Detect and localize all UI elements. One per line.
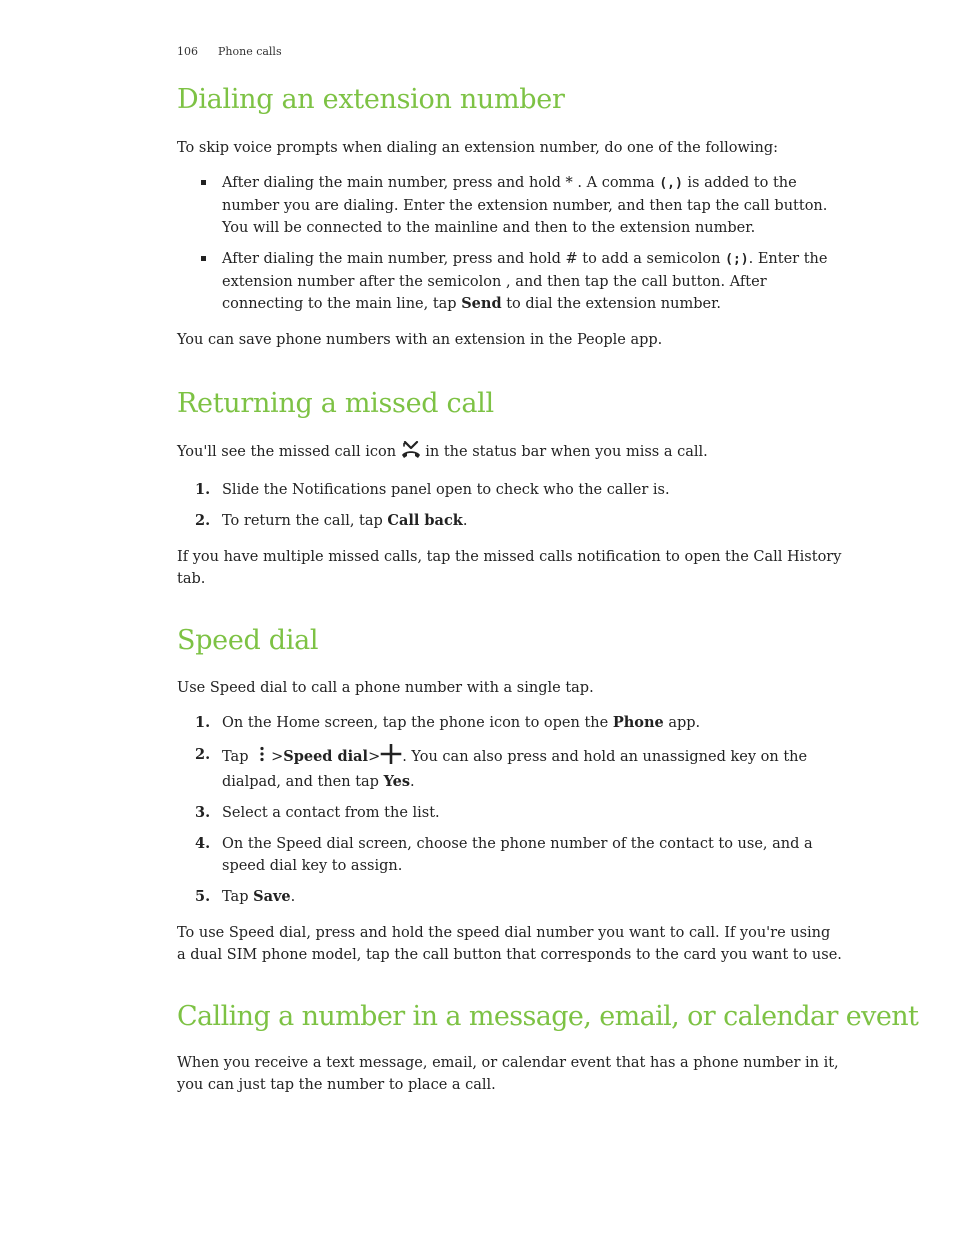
extension-options-list [177, 172, 842, 315]
message-text: When you receive a text message, email, or calendar event that has a phone number in it, you can just tap the number to place a call. [177, 1055, 839, 1093]
missed-call-icon [401, 441, 421, 466]
heading-speed-dial: Speed dial [177, 625, 319, 656]
list-item: 1. Slide the Notifications panel open to check who the caller is. [195, 481, 670, 498]
list-item: After dialing the main number, press and hold # to add a semicolon (;). Enter the extension number after the semicolon , and then tap the call button. After connecting to the main line, tap Send to dial the extension number. [177, 248, 842, 315]
list-item: After dialing the main number, press and hold * . A comma (,) is added to the number you are dialing. Enter the extension number, and then tap the call button. You will be connected to the mainline and then to the extension number. [177, 172, 842, 239]
heading-returning-missed-call: Returning a missed call [177, 388, 494, 419]
list-item: 2. To return the call, tap Call back. [195, 512, 468, 529]
list-item: 4. On the Speed dial screen, choose the phone number of the contact to use, and a speed dial key to assign. [195, 835, 813, 874]
more-vertical-icon [259, 746, 265, 769]
yes-label: Yes [383, 773, 411, 790]
page-number: 106 [177, 45, 198, 58]
speed-outro: To use Speed dial, press and hold the speed dial number you want to call. If you're using a dual SIM phone model, tap the call button that corresponds to the card you want to use. [177, 925, 842, 963]
list-item: 2. Tap >Speed dial> . You can also press and hold an unassigned key on the dialpad, and then tap Yes. [195, 746, 808, 790]
page-header [177, 45, 282, 58]
semicolon-code: ; [732, 252, 741, 267]
section-name: Phone calls [218, 45, 282, 58]
missed-call-steps [177, 479, 842, 532]
comma-code: , [667, 176, 675, 191]
missed-outro: If you have multiple missed calls, tap the missed calls notification to open the Call History tab. [177, 549, 842, 587]
heading-dialing-extension: Dialing an extension number [177, 84, 565, 115]
speed-dial-label: Speed dial [283, 748, 369, 765]
save-label: Save [253, 888, 291, 905]
missed-intro: You'll see the missed call icon in the status bar when you miss a call. [177, 441, 842, 466]
add-icon [380, 744, 402, 771]
speed-intro: Use Speed dial to call a phone number with a single tap. [177, 680, 594, 696]
extension-intro: To skip voice prompts when dialing an extension number, do one of the following: [177, 140, 779, 156]
bullet-marker [201, 256, 206, 261]
list-item: 3. Select a contact from the list. [195, 804, 440, 821]
page-content [177, 80, 919, 1096]
speed-dial-steps [177, 712, 842, 908]
list-item: 1. On the Home screen, tap the phone icon to open the Phone app. [195, 714, 701, 731]
list-item: 5. Tap Save. [195, 888, 296, 905]
bullet-marker [201, 180, 206, 185]
send-label: Send [461, 295, 502, 312]
extension-outro: You can save phone numbers with an extension in the People app. [177, 332, 663, 348]
call-back-label: Call back [387, 512, 463, 529]
heading-calling-from-message: Calling a number in a message, email, or calendar event [177, 1001, 919, 1032]
phone-label: Phone [612, 714, 664, 731]
